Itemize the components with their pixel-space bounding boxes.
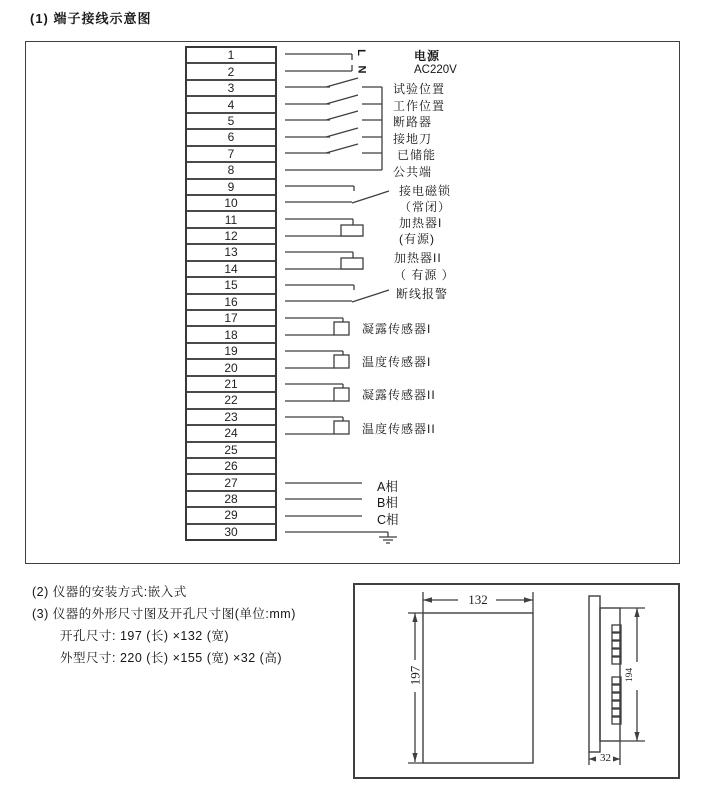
terminal-row <box>187 163 275 179</box>
terminal-number: 10 <box>224 196 238 211</box>
section1-title: (1) 端子接线示意图 <box>30 11 152 26</box>
label-breaker: 断路器 <box>393 115 433 129</box>
terminal-strip <box>185 46 277 541</box>
terminal-row <box>187 245 275 261</box>
terminal-number: 6 <box>227 130 235 145</box>
terminal-number: 4 <box>227 97 235 112</box>
terminal-row <box>187 278 275 294</box>
terminal-row <box>187 426 275 442</box>
terminal-row <box>187 410 275 426</box>
label-phase-c: C相 <box>377 513 399 527</box>
line-terminal-marker: L <box>354 49 367 57</box>
terminal-number: 13 <box>224 245 238 260</box>
terminal-row <box>187 196 275 212</box>
terminal-number: 17 <box>224 311 238 326</box>
terminal-number: 16 <box>224 294 238 309</box>
dim-front-height: 197 <box>407 665 423 686</box>
label-heater2: 加热器II <box>394 251 442 265</box>
terminal-row <box>187 475 275 491</box>
label-ground-knife: 接地刀 <box>393 132 433 146</box>
terminal-number: 28 <box>224 492 238 507</box>
label-ac220v: AC220V <box>414 64 457 76</box>
terminal-row <box>187 48 275 64</box>
terminal-row <box>187 229 275 245</box>
label-heater1: 加热器I <box>399 216 443 230</box>
terminal-number: 21 <box>224 376 238 391</box>
terminal-row <box>187 114 275 130</box>
label-condensation-sensor1: 凝露传感器I <box>362 322 432 336</box>
terminal-row <box>187 459 275 475</box>
terminal-row <box>187 492 275 508</box>
terminal-number: 15 <box>224 278 238 293</box>
terminal-number: 20 <box>224 360 238 375</box>
terminal-number: 14 <box>224 261 238 276</box>
terminal-number: 12 <box>224 229 238 244</box>
terminal-row <box>187 64 275 80</box>
terminal-number: 27 <box>224 475 238 490</box>
terminal-row <box>187 327 275 343</box>
label-phase-b: B相 <box>377 496 398 510</box>
terminal-number: 29 <box>224 508 238 523</box>
terminal-number: 18 <box>224 327 238 342</box>
dim-front-width: 132 <box>468 592 488 607</box>
terminal-number: 23 <box>224 409 238 424</box>
section3-text: (3) 仪器的外形尺寸图及开孔尺寸图(单位:mm) <box>32 607 296 621</box>
terminal-row <box>187 525 275 539</box>
terminal-number: 9 <box>227 179 235 194</box>
terminal-row <box>187 262 275 278</box>
terminal-row <box>187 81 275 97</box>
terminal-number: 5 <box>227 113 235 128</box>
terminal-number: 11 <box>224 212 238 227</box>
dim-side-height: 194 <box>625 667 635 683</box>
terminal-row <box>187 180 275 196</box>
label-energy-stored: 已储能 <box>397 148 437 162</box>
terminal-row <box>187 311 275 327</box>
terminal-number: 2 <box>227 64 235 79</box>
label-common: 公共端 <box>393 165 433 179</box>
label-temperature-sensor1: 温度传感器I <box>362 355 432 369</box>
terminal-row <box>187 360 275 376</box>
terminal-row <box>187 393 275 409</box>
terminal-number: 24 <box>224 426 238 441</box>
label-phase-a: A相 <box>377 480 398 494</box>
terminal-row <box>187 344 275 360</box>
dim-side-depth: 32 <box>600 752 611 764</box>
outline-size-text: 外型尺寸: 220 (长) ×155 (宽) ×32 (高) <box>60 651 283 665</box>
terminal-number: 19 <box>224 344 238 359</box>
terminal-row <box>187 443 275 459</box>
label-magnet-lock-sub: （常闭） <box>399 200 452 214</box>
terminal-number: 3 <box>227 81 235 96</box>
section2-text: (2) 仪器的安装方式:嵌入式 <box>32 585 187 599</box>
label-heater2-sub: （ 有源 ） <box>394 268 455 282</box>
terminal-number: 25 <box>224 442 238 457</box>
terminal-row <box>187 147 275 163</box>
wiring-diagram-frame <box>25 41 680 564</box>
label-work-position: 工作位置 <box>393 99 446 113</box>
terminal-number: 30 <box>224 524 238 539</box>
terminal-row <box>187 130 275 146</box>
label-condensation-sensor2: 凝露传感器II <box>362 388 436 402</box>
neutral-terminal-marker: N <box>355 65 368 75</box>
terminal-row <box>187 212 275 228</box>
terminal-number: 26 <box>224 459 238 474</box>
terminal-row <box>187 377 275 393</box>
cutout-size-text: 开孔尺寸: 197 (长) ×132 (宽) <box>60 629 230 643</box>
terminal-number: 7 <box>227 146 235 161</box>
terminal-number: 22 <box>224 393 238 408</box>
terminal-row <box>187 295 275 311</box>
terminal-row <box>187 97 275 113</box>
label-test-position: 试验位置 <box>393 82 446 96</box>
label-heater1-sub: (有源) <box>399 232 435 246</box>
label-temperature-sensor2: 温度传感器II <box>362 422 436 436</box>
terminal-row <box>187 508 275 524</box>
label-wire-break-alarm: 断线报警 <box>396 287 449 301</box>
label-power: 电源 <box>414 49 441 63</box>
terminal-number: 8 <box>227 163 235 178</box>
label-magnet-lock: 接电磁锁 <box>399 184 452 198</box>
terminal-number: 1 <box>227 48 235 63</box>
